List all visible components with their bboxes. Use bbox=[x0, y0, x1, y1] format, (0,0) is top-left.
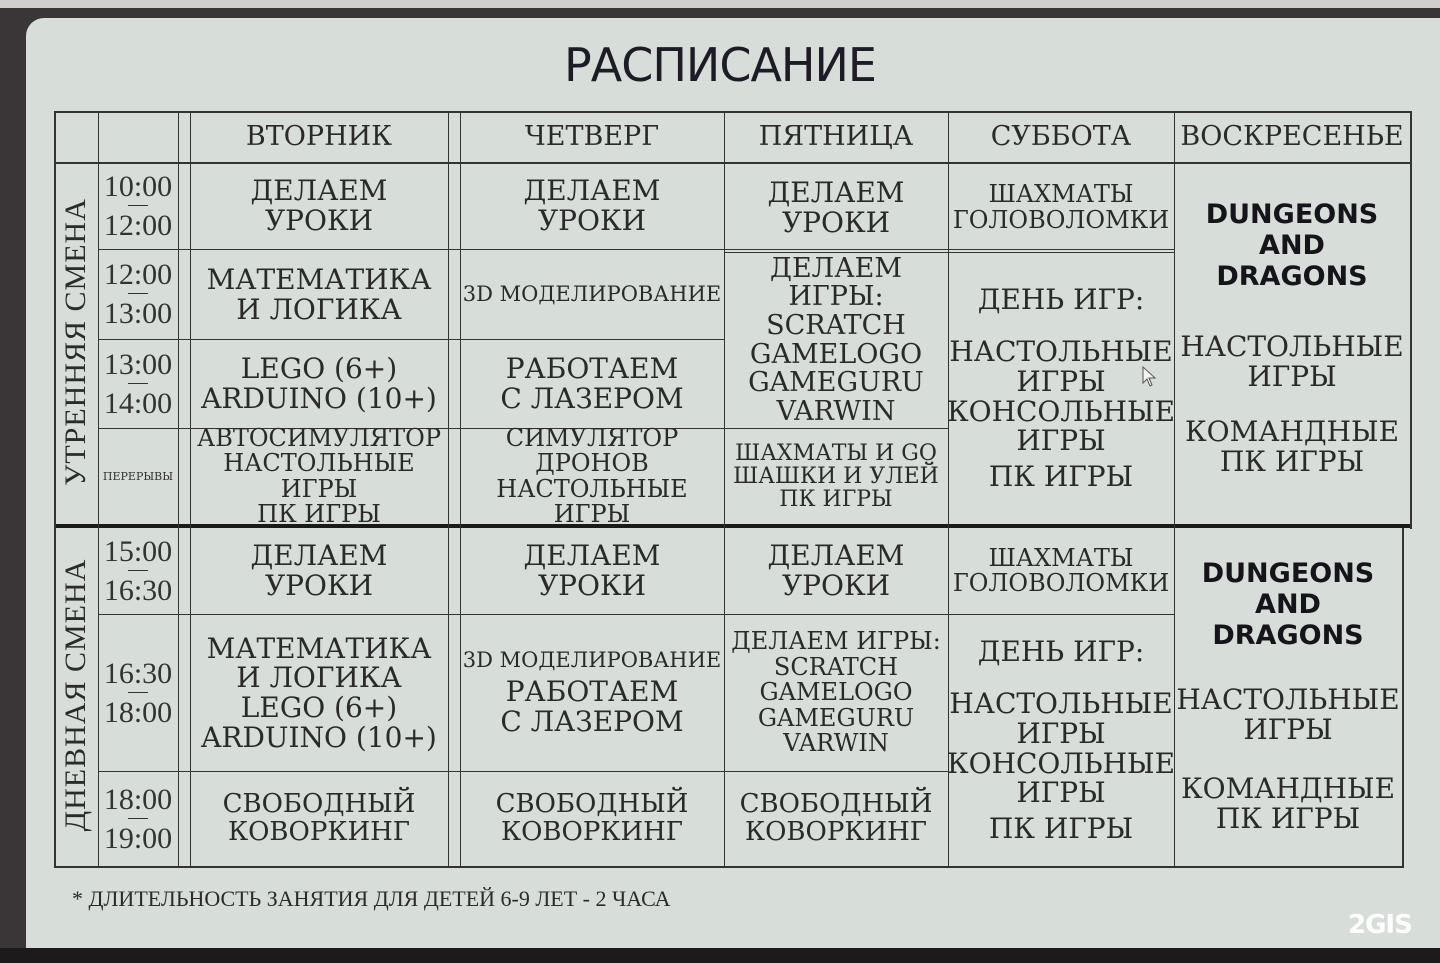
class-text: УРОКИ bbox=[264, 569, 374, 602]
mouse-cursor-icon bbox=[1142, 366, 1158, 392]
class-text: МАТЕМАТИКА bbox=[206, 631, 432, 665]
class-text: КОНСОЛЬНЫЕ bbox=[946, 746, 1176, 780]
class-text: ИГРЫ bbox=[1243, 712, 1333, 746]
class-cell bbox=[190, 423, 448, 528]
class-text: GAMELOGO bbox=[759, 678, 913, 707]
day-label: ВТОРНИК bbox=[245, 121, 393, 153]
class-text: LEGO (6+) bbox=[240, 691, 398, 724]
time-from: 16:30 bbox=[103, 656, 173, 690]
class-text: МАТЕМАТИКА bbox=[206, 262, 432, 296]
grid-line bbox=[54, 111, 56, 868]
class-text: ГОЛОВОЛОМКИ bbox=[952, 205, 1170, 234]
class-cell bbox=[460, 340, 724, 428]
class-text: КОВОРКИНГ bbox=[227, 817, 411, 847]
class-cell bbox=[190, 528, 448, 614]
class-text: ИГРЫ bbox=[1016, 424, 1106, 458]
class-text: GAMELOGO bbox=[749, 338, 923, 370]
class-text: ДЕЛАЕМ ИГРЫ: bbox=[731, 627, 941, 656]
class-cell bbox=[948, 253, 1174, 524]
time-from: 18:00 bbox=[103, 782, 173, 816]
class-text: ДЕЛАЕМ bbox=[250, 539, 388, 573]
class-cell bbox=[948, 615, 1174, 866]
class-cell bbox=[460, 163, 724, 249]
class-cell bbox=[190, 615, 448, 771]
class-text: УРОКИ bbox=[781, 569, 891, 602]
class-text: КОМАНДНЫЕ bbox=[1184, 415, 1400, 449]
grid-line bbox=[448, 111, 449, 868]
monitor-top-edge bbox=[0, 0, 1440, 8]
time-slot bbox=[98, 250, 178, 339]
class-text: СИМУЛЯТОР ДРОНОВ bbox=[505, 423, 679, 478]
class-cell bbox=[948, 528, 1174, 614]
time-to: 14:00 bbox=[103, 386, 173, 420]
class-text: ШАХМАТЫ bbox=[988, 180, 1134, 209]
header-saturday bbox=[948, 113, 1174, 162]
day-label: ВОСКРЕСЕНЬЕ bbox=[1180, 121, 1404, 153]
time-slot bbox=[98, 772, 178, 866]
class-text: ДЕЛАЕМ bbox=[523, 174, 661, 208]
class-text: НАСТОЛЬНЫЕ ИГРЫ bbox=[223, 449, 415, 503]
class-cell bbox=[1174, 528, 1402, 866]
class-text: ПК ИГРЫ bbox=[988, 811, 1134, 845]
class-cell bbox=[460, 423, 724, 528]
class-cell bbox=[724, 615, 948, 771]
grid-line bbox=[178, 111, 179, 868]
day-label: СУББОТА bbox=[990, 121, 1132, 153]
grid-line bbox=[54, 866, 1404, 868]
grid-line bbox=[1402, 528, 1404, 868]
time-from: 12:00 bbox=[103, 258, 173, 292]
dnd-title: AND bbox=[1259, 230, 1325, 262]
grid-line bbox=[1410, 111, 1412, 529]
class-text: НАСТОЛЬНЫЕ bbox=[1176, 683, 1400, 717]
class-text: УРОКИ bbox=[781, 205, 891, 239]
class-text: ARDUINO (10+) bbox=[201, 382, 437, 415]
time-to: 13:00 bbox=[103, 297, 173, 330]
day-label: ЧЕТВЕРГ bbox=[524, 121, 660, 153]
class-text: ПК ИГРЫ bbox=[257, 499, 381, 528]
class-text: ДЕЛАЕМ bbox=[767, 175, 905, 209]
breaks-label bbox=[98, 429, 178, 524]
class-text: VARWIN bbox=[776, 395, 896, 427]
class-cell bbox=[460, 615, 724, 771]
morning-shift-label: УТРЕННЯЯ СМЕНА bbox=[59, 198, 92, 486]
class-text: SCRATCH bbox=[766, 309, 906, 341]
class-text: ДЕНЬ ИГР: bbox=[977, 635, 1145, 669]
class-text: КОВОРКИНГ bbox=[500, 817, 684, 847]
class-text: И ЛОГИКА bbox=[236, 292, 402, 326]
time-slot bbox=[98, 528, 178, 614]
class-text: КОНСОЛЬНЫЕ bbox=[946, 394, 1176, 428]
class-cell bbox=[190, 250, 448, 339]
time-to: 19:00 bbox=[103, 821, 173, 855]
class-text: ПК ИГРЫ bbox=[1215, 802, 1361, 836]
class-text: ДЕЛАЕМ bbox=[250, 174, 388, 208]
header-friday bbox=[724, 113, 948, 162]
class-text: УРОКИ bbox=[264, 204, 374, 237]
class-cell bbox=[948, 163, 1174, 252]
time-slot bbox=[98, 340, 178, 428]
2gis-watermark: 2GIS bbox=[1348, 910, 1412, 940]
dnd-title: DRAGONS bbox=[1216, 261, 1368, 293]
class-text: ДЕЛАЕМ bbox=[767, 539, 905, 573]
class-text: GAMEGURU bbox=[748, 367, 924, 399]
breaks-text: ПЕРЕРЫВЫ bbox=[102, 469, 174, 483]
class-text: 3D МОДЕЛИРОВАНИЕ bbox=[462, 282, 722, 307]
footnote: * ДЛИТЕЛЬНОСТЬ ЗАНЯТИЯ ДЛЯ ДЕТЕЙ 6-9 ЛЕТ - 2 ЧАСА bbox=[72, 886, 671, 911]
dnd-title: DUNGEONS bbox=[1205, 199, 1379, 230]
class-text: УРОКИ bbox=[537, 569, 647, 602]
class-cell bbox=[724, 253, 948, 428]
class-cell bbox=[724, 163, 948, 252]
time-to: 18:00 bbox=[103, 695, 173, 729]
class-text: РАБОТАЕМ bbox=[505, 352, 679, 386]
class-text: ПК ИГРЫ bbox=[988, 459, 1134, 493]
class-text: LEGO (6+) bbox=[240, 352, 398, 386]
class-cell bbox=[460, 528, 724, 614]
header-tuesday bbox=[190, 113, 448, 162]
time-slot bbox=[98, 163, 178, 249]
header-thursday bbox=[460, 113, 724, 162]
class-text: СВОБОДНЫЙ bbox=[222, 789, 416, 820]
monitor-bottom-edge bbox=[0, 948, 1440, 963]
day-shift-label: ДНЕВНАЯ СМЕНА bbox=[59, 558, 92, 832]
class-cell bbox=[190, 772, 448, 866]
class-text: С ЛАЗЕРОМ bbox=[500, 705, 684, 739]
class-text: ПК ИГРЫ bbox=[779, 487, 893, 513]
dnd-title: DUNGEONS bbox=[1201, 558, 1375, 589]
class-text: ДЕЛАЕМ ИГРЫ: bbox=[770, 252, 902, 313]
class-cell bbox=[724, 772, 948, 866]
class-text: ГОЛОВОЛОМКИ bbox=[952, 569, 1170, 597]
class-text: СВОБОДНЫЙ bbox=[739, 789, 933, 820]
class-text: ARDUINO (10+) bbox=[201, 720, 437, 754]
dnd-title: AND bbox=[1255, 589, 1321, 621]
header-sunday bbox=[1174, 113, 1410, 162]
class-text: ИГРЫ bbox=[1016, 364, 1106, 398]
class-text: ШАШКИ И УЛЕЙ bbox=[733, 463, 939, 489]
time-to: 16:30 bbox=[103, 573, 173, 607]
class-cell bbox=[724, 429, 948, 524]
class-text: ИГРЫ bbox=[1016, 776, 1106, 810]
class-text: ШАХМАТЫ И GO bbox=[735, 440, 937, 466]
class-cell bbox=[460, 250, 724, 339]
class-text: НАСТОЛЬНЫЕ bbox=[949, 335, 1173, 369]
class-text: ШАХМАТЫ bbox=[988, 543, 1134, 572]
time-from: 15:00 bbox=[103, 534, 173, 568]
class-cell bbox=[190, 340, 448, 428]
class-cell bbox=[460, 772, 724, 866]
class-text: РАБОТАЕМ bbox=[505, 675, 679, 709]
class-text: ИГРЫ bbox=[1247, 359, 1337, 393]
page-title: РАСПИСАНИЕ bbox=[564, 38, 876, 92]
class-text: ДЕНЬ ИГР: bbox=[977, 283, 1145, 317]
time-from: 13:00 bbox=[103, 347, 173, 381]
class-cell bbox=[1174, 163, 1410, 524]
time-to: 12:00 bbox=[103, 208, 173, 242]
class-text: УРОКИ bbox=[537, 204, 647, 237]
class-text: ИГРЫ bbox=[1016, 716, 1106, 750]
time-slot bbox=[98, 615, 178, 771]
class-text: НАСТОЛЬНЫЕ ИГРЫ bbox=[496, 474, 688, 528]
class-text: 3D МОДЕЛИРОВАНИЕ bbox=[462, 648, 722, 673]
day-label: ПЯТНИЦА bbox=[758, 121, 914, 153]
class-text: ПК ИГРЫ bbox=[1219, 445, 1365, 479]
class-text: С ЛАЗЕРОМ bbox=[500, 382, 684, 415]
class-text: SCRATCH bbox=[773, 652, 899, 681]
class-text: И ЛОГИКА bbox=[236, 661, 402, 695]
dnd-title: DRAGONS bbox=[1212, 620, 1364, 652]
class-text: GAMEGURU bbox=[757, 703, 915, 732]
time-from: 10:00 bbox=[103, 169, 173, 203]
class-text: НАСТОЛЬНЫЕ bbox=[949, 687, 1173, 721]
class-text: КОВОРКИНГ bbox=[744, 817, 928, 847]
class-text: АВТОСИМУЛЯТОР bbox=[197, 423, 441, 452]
class-text: СВОБОДНЫЙ bbox=[495, 789, 689, 820]
class-text: ДЕЛАЕМ bbox=[523, 539, 661, 573]
class-text: НАСТОЛЬНЫЕ bbox=[1180, 330, 1404, 364]
class-text: VARWIN bbox=[783, 729, 889, 758]
class-text: КОМАНДНЫЕ bbox=[1180, 772, 1396, 806]
class-cell bbox=[190, 163, 448, 249]
class-cell bbox=[724, 528, 948, 614]
